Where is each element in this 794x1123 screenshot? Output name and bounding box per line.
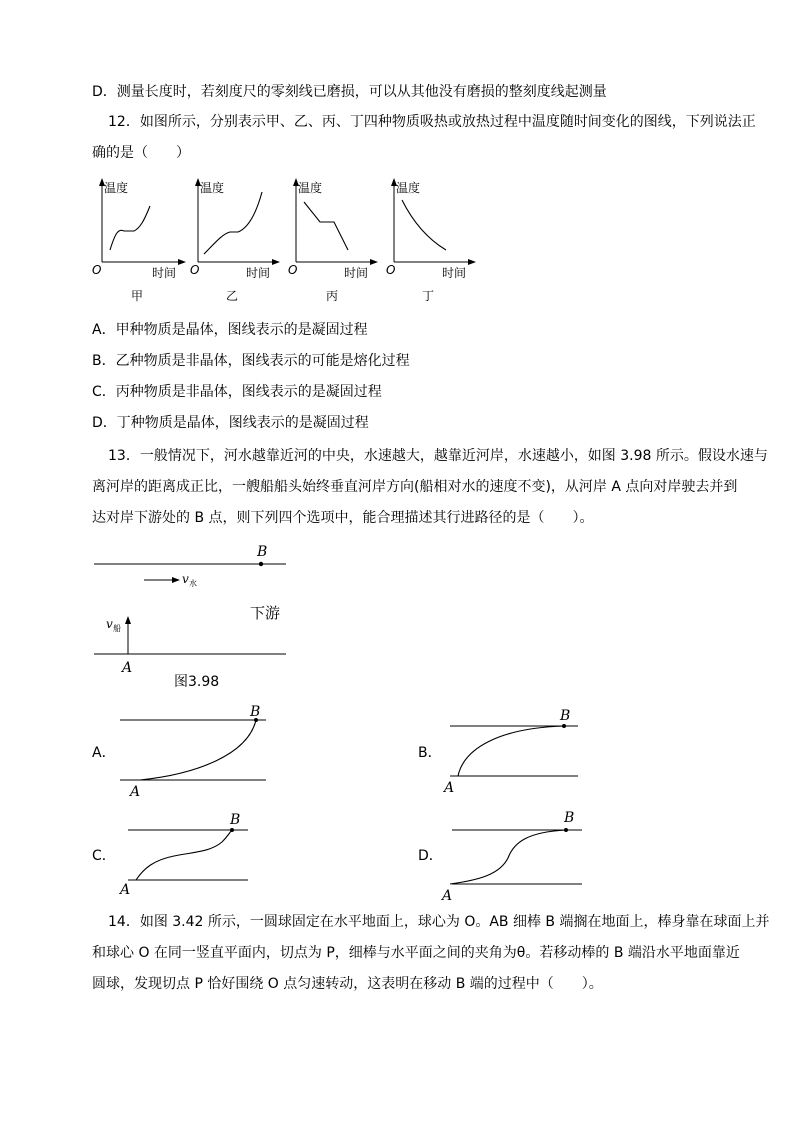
graph-name: 丙 xyxy=(326,289,339,303)
fig-caption: 图3.98 xyxy=(174,674,220,690)
q12-stem-line1: 12．如图所示，分别表示甲、乙、丙、丁四种物质吸热或放热过程中温度随时间变化的图线，下列说法正 xyxy=(108,114,756,130)
path-label-a: A xyxy=(130,784,141,800)
graph-x-label: 时间 xyxy=(246,266,271,280)
q14-stem-line3: 圆球，发现切点 P 恰好围绕 O 点匀速转动，这表明在移动 B 端的过程中（ ）。 xyxy=(92,976,603,992)
graph-origin: O xyxy=(288,263,298,277)
q13-option-c-diagram xyxy=(118,812,268,902)
graph-x-label: 时间 xyxy=(442,266,467,280)
fig-downstream-label: 下游 xyxy=(250,604,281,622)
graph-origin: O xyxy=(386,263,396,277)
q13-option-a-diagram xyxy=(118,704,278,804)
q13-stem-line2: 离河岸的距离成正比，一艘船船头始终垂直河岸方向(船相对水的速度不变)，从河岸 A 点向对岸驶去并到 xyxy=(92,479,738,495)
q13-option-c-letter: C． xyxy=(92,848,116,864)
q14-stem-line1: 14．如图 3.42 所示，一圆球固定在水平地面上，球心为 O。AB 细棒 B 端搁在地面上，棒身靠在球面上并 xyxy=(108,914,770,930)
q12-graph-bing xyxy=(286,176,378,310)
graph-y-label: 温度 xyxy=(396,181,421,195)
fig-v-water-sub: 水 xyxy=(189,579,197,588)
graph-x-label: 时间 xyxy=(344,266,369,280)
q12-stem-line2: 确的是（ ） xyxy=(92,145,190,161)
graph-y-label: 温度 xyxy=(200,181,225,195)
path-label-a: A xyxy=(442,888,453,904)
q13-option-b-letter: B． xyxy=(418,745,442,761)
q12-option-a: A．甲种物质是晶体，图线表示的是凝固过程 xyxy=(92,322,368,338)
path-label-b: B xyxy=(564,810,575,826)
graph-origin: O xyxy=(190,263,200,277)
q12-graph-yi xyxy=(188,176,280,310)
q14-stem-line2: 和球心 O 在同一竖直平面内，切点为 P，细棒与水平面之间的夹角为θ。若移动棒的 B 端沿水平地面靠近 xyxy=(92,945,740,961)
q13-option-a-letter: A． xyxy=(92,745,116,761)
graph-name: 乙 xyxy=(226,289,239,303)
fig-v-boat: v xyxy=(106,617,113,631)
q12-option-c: C．丙种物质是非晶体，图线表示的是凝固过程 xyxy=(92,384,382,400)
fig-v-boat-sub: 船 xyxy=(113,624,121,633)
fig-v-water: v xyxy=(182,572,189,586)
path-label-a: A xyxy=(444,780,455,796)
q13-option-d-diagram xyxy=(440,810,590,906)
q12-option-d: D．丁种物质是晶体，图线表示的是凝固过程 xyxy=(92,415,369,431)
q13-option-b-diagram xyxy=(440,706,590,800)
graph-name: 甲 xyxy=(131,289,144,303)
q13-figure-3-98 xyxy=(90,540,290,694)
q13-option-d-letter: D． xyxy=(418,848,443,864)
fig-label-b: B xyxy=(257,544,268,560)
fig-label-a: A xyxy=(122,660,133,676)
path-label-b: B xyxy=(230,812,241,828)
q11-option-d: D．测量长度时，若刻度尺的零刻线已磨损，可以从其他没有磨损的整刻度线起测量 xyxy=(92,84,607,100)
q12-graph-jia xyxy=(90,176,182,310)
q12-option-b: B．乙种物质是非晶体，图线表示的可能是熔化过程 xyxy=(92,353,410,369)
q12-graph-ding xyxy=(384,176,476,310)
graph-y-label: 温度 xyxy=(104,181,129,195)
graph-y-label: 温度 xyxy=(298,181,323,195)
path-label-a: A xyxy=(120,882,131,898)
graph-name: 丁 xyxy=(422,289,435,303)
q13-stem-line3: 达对岸下游处的 B 点，则下列四个选项中，能合理描述其行进路径的是（ ）。 xyxy=(92,510,594,526)
graph-x-label: 时间 xyxy=(152,266,177,280)
graph-origin: O xyxy=(92,263,102,277)
path-label-b: B xyxy=(250,704,261,720)
q13-stem-line1: 13．一般情况下，河水越靠近河的中央，水速越大，越靠近河岸，水速越小，如图 3.98 所示。假设水速与 xyxy=(108,448,768,464)
path-label-b: B xyxy=(560,708,571,724)
